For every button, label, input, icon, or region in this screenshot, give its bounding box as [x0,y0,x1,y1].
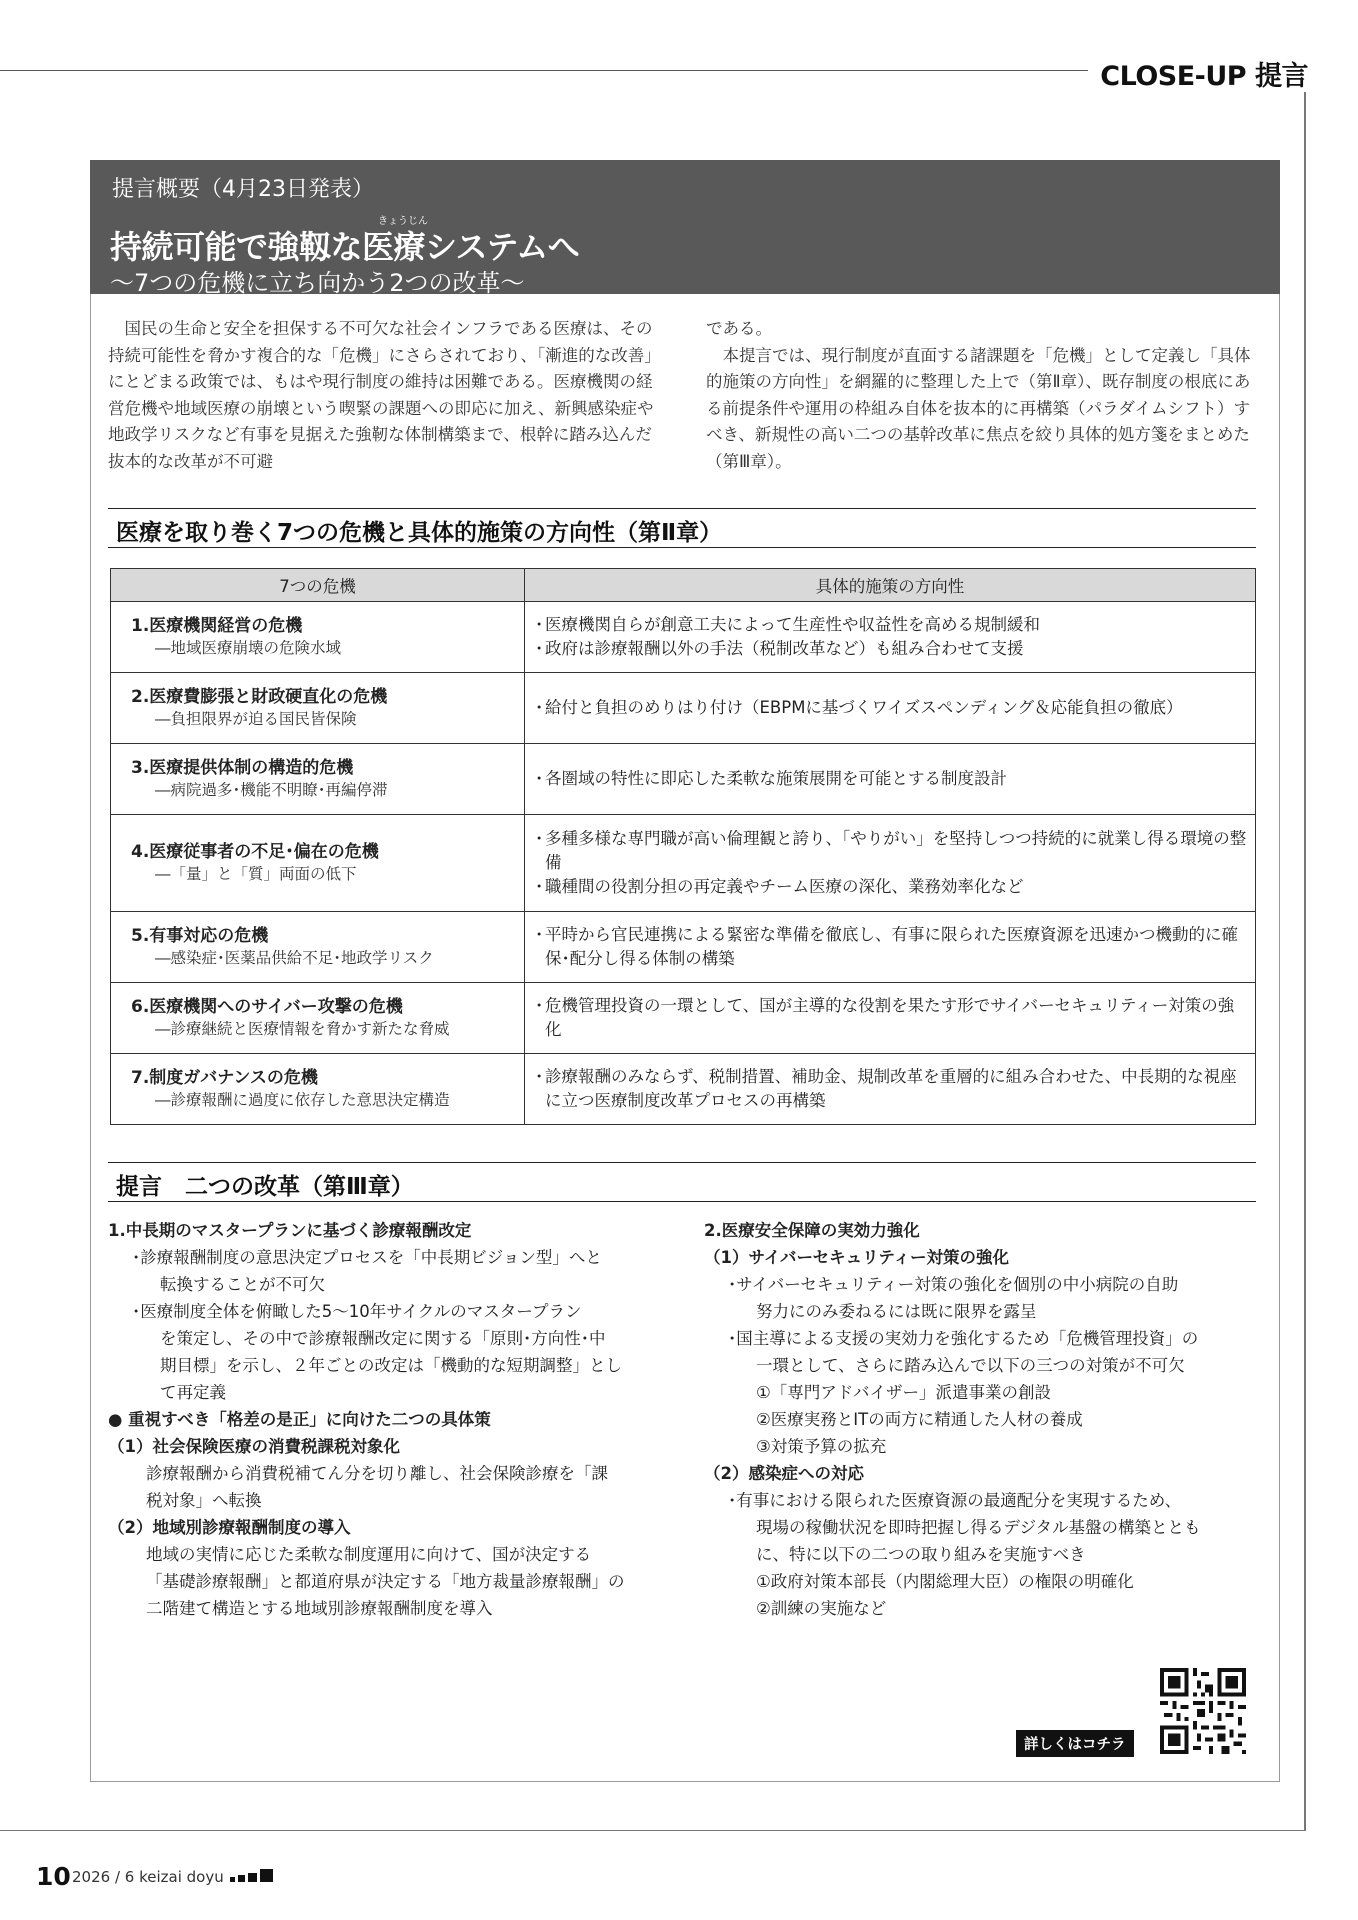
measure-cell [525,815,1256,912]
crisis-cell [111,744,525,815]
reform-list-item: ①「専門アドバイザー」派遣事業の創設 [756,1383,1051,1402]
measure-cell [525,912,1256,983]
table-row [111,912,1256,983]
measure-item: ･ 危機管理投資の一環として、国が主導的な役割を果たす形でサイバーセキュリティー対策の強化 [535,996,1235,1039]
crisis-subtitle: ―診療報酬に過度に依存した意思決定構造 [155,1091,450,1109]
reform-bullet-line: 現場の稼働状況を即時把握し得るデジタル基盤の構築ととも [756,1518,1201,1537]
reform-subtitle: （1）社会保険医療の消費税課税対象化 [108,1437,400,1456]
reform-bullet-line: 転換することが不可欠 [160,1275,325,1294]
page-title: 持続可能で強靱な医療システムへ [110,228,580,266]
reform-right-column [704,1217,1264,1622]
crisis-cell [111,673,525,744]
reform-subtitle: （2）地域別診療報酬制度の導入 [108,1518,351,1537]
reform-bullet-line: ･サイバーセキュリティー対策の強化を個別の中小病院の自助 [728,1275,1179,1294]
crisis-subtitle: ―地域医療崩壊の危険水域 [155,639,342,657]
section-heading-text: 医療を取り巻く7つの危機と具体的施策の方向性（第Ⅱ章） [116,520,723,546]
intro-paragraph: 国民の生命と安全を担保する不可欠な社会インフラである医療は、その持続可能性を脅かす複合的な「危機」にさらされており、「漸進的な改善」にとどまる政策では、もはや現行制度の維持は困難である。医療機関の経営危機や地域医療の崩壊という喫緊の課題への即応に加え、新興感染症や地政学リスクなど有事を見据えた強靭な体制構築まで、根幹に踏み込んだ抜本的な改革が不可避 [108,319,654,471]
measure-item: ･ 医療機関自らが創意工夫によって生産性や収益性を高める規制緩和 [535,615,1040,634]
measure-cell [525,1054,1256,1125]
crisis-subtitle: ―感染症･医薬品供給不足･地政学リスク [155,949,434,967]
section-heading-reforms [108,1162,1256,1202]
crisis-cell [111,912,525,983]
crisis-subtitle: ―負担限界が迫る国民皆保険 [155,710,357,728]
measure-item: ･ 政府は診療報酬以外の手法（税制改革など）も組み合わせて支援 [535,639,1024,658]
reform-body-line: 二階建て構造とする地域別診療報酬制度を導入 [146,1599,493,1618]
qr-code-icon[interactable] [1160,1668,1246,1754]
crisis-name: 4.医療従事者の不足･偏在の危機 [131,842,379,862]
reform-list-item: ③対策予算の拡充 [756,1437,887,1456]
section-heading-crises [108,508,1256,548]
measure-item: ･ 平時から官民連携による緊密な準備を徹底し、有事に限られた医療資源を迅速かつ機動的に確保･配分し得る体制の構築 [535,925,1238,968]
table-header-row [111,569,1256,602]
reform-point: ● 重視すべき「格差の是正」に向けた二つの具体策 [108,1410,491,1429]
crisis-subtitle: ―病院過多･機能不明瞭･再編停滞 [155,781,388,799]
reform-title: 2.医療安全保障の実効力強化 [704,1221,920,1240]
reform-bullet-line: 努力にのみ委ねるには既に限界を露呈 [756,1302,1037,1321]
banner-kicker: 提言概要（4月23日発表） [112,177,374,202]
table-row [111,1054,1256,1125]
measure-cell [525,602,1256,673]
table-row [111,744,1256,815]
intro-left-column [108,316,656,475]
reform-body-line: 診療報酬から消費税補てん分を切り離し、社会保険診療を「課 [146,1464,608,1483]
measure-item: ･ 診療報酬のみならず、税制措置、補助金、規制改革を重層的に組み合わせた、中長期的な視座に立つ医療制度改革プロセスの再構築 [535,1067,1237,1110]
crisis-name: 5.有事対応の危機 [131,926,269,946]
footer-rule [0,1830,1306,1831]
reform-body-line: 地域の実情に応じた柔軟な制度運用に向けて、国が決定する [146,1545,592,1564]
crisis-name: 1.医療機関経営の危機 [131,616,303,636]
header-rule [0,70,1088,71]
intro-continuation: である。 [706,319,772,338]
crisis-cell [111,983,525,1054]
reform-bullet-line: 期目標」を示し、２年ごとの改定は「機動的な短期調整」とし [160,1356,622,1375]
page-number: 10 [36,1862,71,1891]
measure-cell [525,983,1256,1054]
reform-subtitle: （2）感染症への対応 [704,1464,864,1483]
reform-list-item: ②訓練の実施など [756,1599,887,1618]
measure-item: ･ 多種多様な専門職が高い倫理観と誇り、「やりがい」を堅持しつつ持続的に就業し得る環境の整備 [535,829,1247,872]
crisis-name: 6.医療機関へのサイバー攻撃の危機 [131,997,403,1017]
measure-item: ･ 給付と負担のめりはり付け（EBPMに基づくワイズスペンディング＆応能負担の徹底） [535,698,1183,717]
reform-bullet-line: て再定義 [160,1383,226,1402]
table-row [111,815,1256,912]
title-banner [90,160,1280,297]
reform-bullet-line: に、特に以下の二つの取り組みを実施すべき [756,1545,1086,1564]
table-row [111,983,1256,1054]
crisis-name: 7.制度ガバナンスの危機 [131,1068,318,1088]
crisis-subtitle: ―「量」と「質」両面の低下 [155,865,357,883]
column-header: 7つの危機 [111,569,525,602]
section-label: CLOSE-UP 提言 [1100,61,1308,92]
page-subtitle: 〜7つの危機に立ち向かう2つの改革〜 [110,269,525,297]
reform-bullet-line: を策定し、その中で診療報酬改定に関する「原則･方向性･中 [160,1329,606,1348]
crisis-table [110,568,1256,1125]
column-header: 具体的施策の方向性 [525,569,1256,602]
table-row [111,673,1256,744]
section-heading-text: 提言 二つの改革（第Ⅲ章） [116,1174,414,1200]
reform-bullet-line: 一環として、さらに踏み込んで以下の三つの対策が不可欠 [756,1356,1185,1375]
crisis-cell [111,815,525,912]
crisis-name: 2.医療費膨張と財政硬直化の危機 [131,687,388,707]
reform-title: 1.中長期のマスタープランに基づく診療報酬改定 [108,1221,472,1240]
reform-body-line: 税対象」へ転換 [146,1491,262,1510]
reform-list-item: ①政府対策本部長（内閣総理大臣）の権限の明確化 [756,1572,1134,1591]
crisis-cell [111,1054,525,1125]
reform-bullet-line: ･診療報酬制度の意思決定プロセスを「中長期ビジョン型」へと [132,1248,602,1267]
footer-squares-icon [230,1869,273,1882]
reform-list-item: ②医療実務とITの両方に精通した人材の養成 [756,1410,1083,1429]
issue-label: 2026 / 6 keizai doyu [72,1868,224,1886]
reform-bullet-line: ･国主導による支援の実効力を強化するため「危機管理投資」の [728,1329,1199,1348]
measure-item: ･ 職種間の役割分担の再定義やチーム医療の深化、業務効率化など [535,877,1024,896]
details-link[interactable]: 詳しくはコチラ [1016,1730,1134,1757]
table-row [111,602,1256,673]
crisis-cell [111,602,525,673]
crisis-name: 3.医療提供体制の構造的危機 [131,758,354,778]
intro-right-column [706,316,1254,475]
title-ruby: きょうじん [378,216,428,227]
measure-item: ･ 各圏域の特性に即応した柔軟な施策展開を可能とする制度設計 [535,769,1007,788]
reform-bullet-line: ･有事における限られた医療資源の最適配分を実現するため、 [728,1491,1182,1510]
reform-subtitle: （1）サイバーセキュリティー対策の強化 [704,1248,1010,1267]
reform-body-line: 「基礎診療報酬」と都道府県が決定する「地方裁量診療報酬」の [146,1572,625,1591]
reform-bullet-line: ･医療制度全体を俯瞰した5〜10年サイクルのマスタープラン [132,1302,582,1321]
page-right-rule [1304,92,1306,1830]
intro-paragraph: 本提言では、現行制度が直面する諸課題を「危機」として定義し「具体的施策の方向性」を網羅的に整理した上で（第Ⅱ章）、既存制度の根底にある前提条件や運用の枠組み自体を抜本的に再構築（パラダイムシフト）すべき、新規性の高い二つの基幹改革に焦点を絞り具体的処方箋をまとめた（第Ⅲ章）。 [706,345,1251,471]
measure-cell [525,673,1256,744]
reform-left-column [108,1217,668,1622]
measure-cell [525,744,1256,815]
crisis-subtitle: ―診療継続と医療情報を脅かす新たな脅威 [155,1020,450,1038]
